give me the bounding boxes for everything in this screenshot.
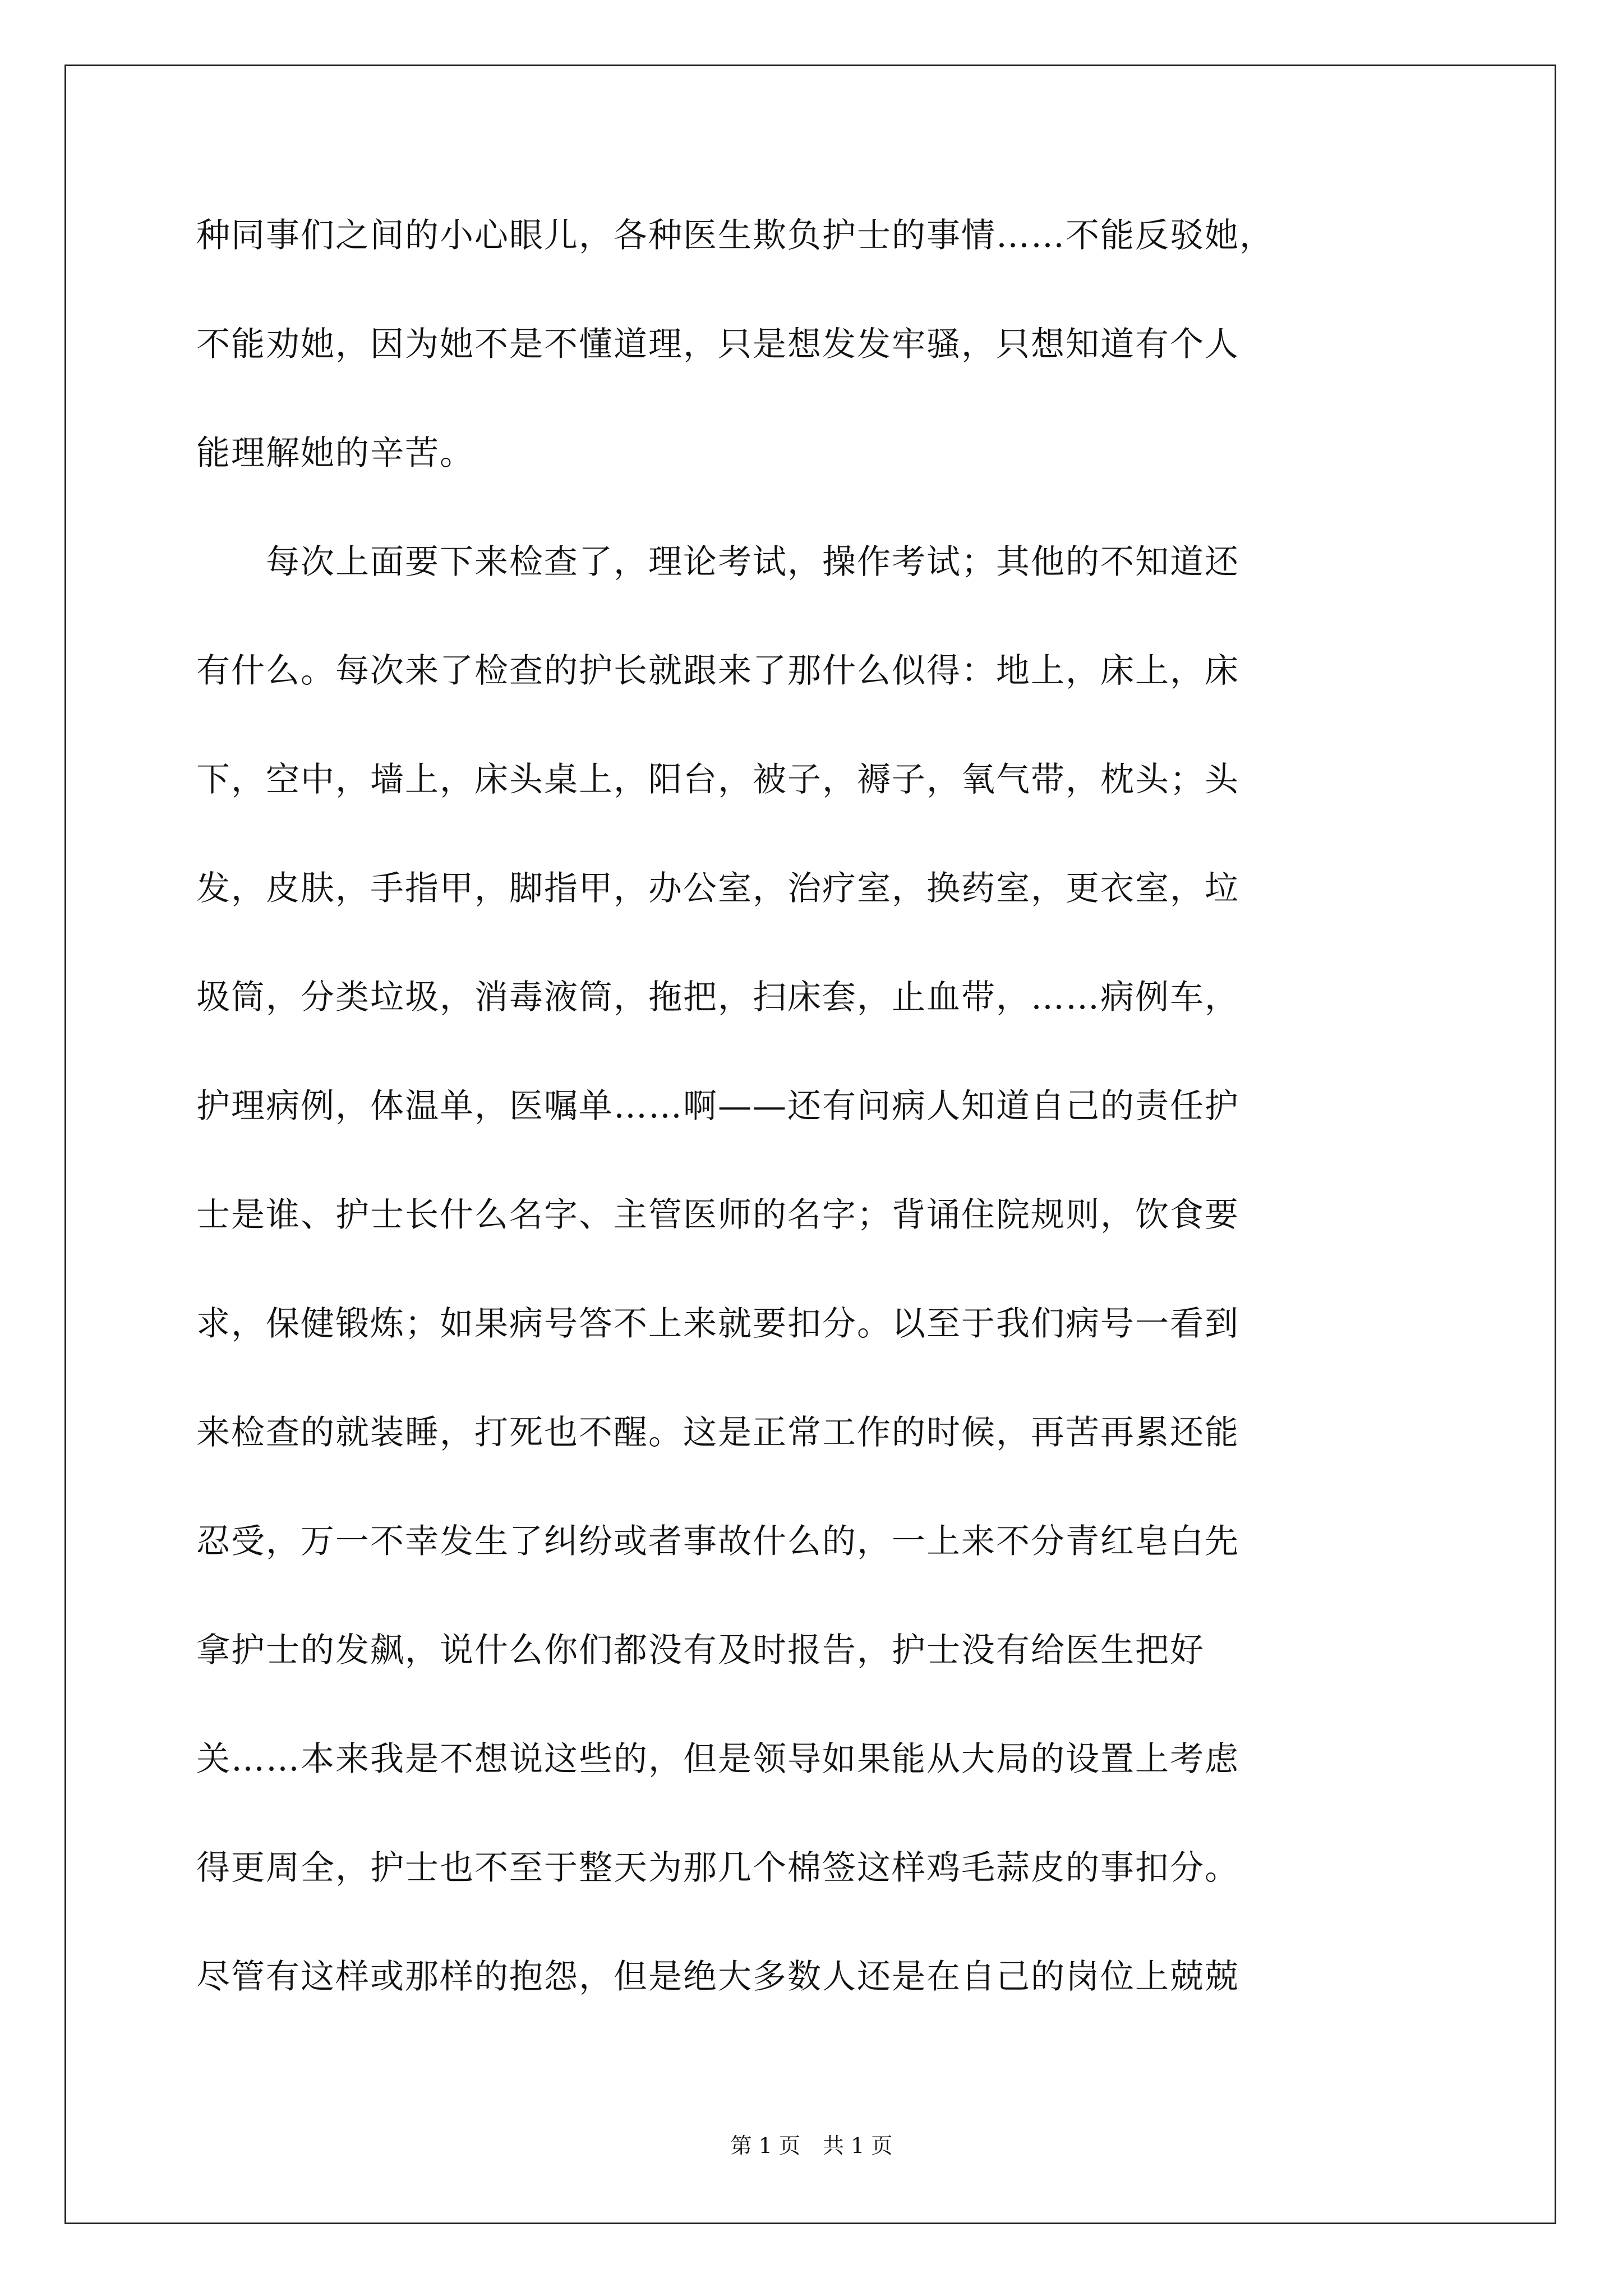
text-line: 护理病例，体温单，医嘱单……啊——还有问病人知道自己的责任护 bbox=[196, 1087, 1239, 1126]
text-line: 士是谁、护士长什么名字、主管医师的名字；背诵住院规则，饮食要 bbox=[196, 1195, 1239, 1235]
text-line: 尽管有这样或那样的抱怨，但是绝大多数人还是在自己的岗位上兢兢 bbox=[196, 1957, 1239, 1996]
text-line: 求，保健锻炼；如果病号答不上来就要扣分。以至于我们病号一看到 bbox=[196, 1304, 1239, 1343]
page-number-total: 共 1 页 bbox=[823, 2133, 893, 2158]
text-line: 不能劝她，因为她不是不懂道理，只是想发发牢骚，只想知道有个人 bbox=[196, 325, 1239, 364]
text-line: 来检查的就装睡，打死也不醒。这是正常工作的时候，再苦再累还能 bbox=[196, 1413, 1239, 1452]
text-line: 忍受，万一不幸发生了纠纷或者事故什么的，一上来不分青红皂白先 bbox=[196, 1522, 1239, 1561]
text-line: 能理解她的辛苦。 bbox=[196, 434, 474, 473]
text-line: 圾筒，分类垃圾，消毒液筒，拖把，扫床套，止血带，……病例车， bbox=[196, 978, 1239, 1017]
text-line: 每次上面要下来检查了，理论考试，操作考试；其他的不知道还 bbox=[196, 542, 1239, 582]
text-line: 发，皮肤，手指甲，脚指甲，办公室，治疗室，换药室，更衣室，垃 bbox=[196, 869, 1239, 908]
page-footer bbox=[0, 2129, 1623, 2162]
text-line: 得更周全，护士也不至于整天为那几个棉签这样鸡毛蒜皮的事扣分。 bbox=[196, 1848, 1239, 1888]
text-line: 关……本来我是不想说这些的，但是领导如果能从大局的设置上考虑 bbox=[196, 1740, 1239, 1779]
page-number-current: 第 1 页 bbox=[730, 2133, 800, 2158]
text-line: 拿护士的发飙，说什么你们都没有及时报告，护士没有给医生把好 bbox=[196, 1631, 1205, 1670]
text-line: 有什么。每次来了检查的护长就跟来了那什么似得：地上，床上，床 bbox=[196, 651, 1239, 691]
text-line: 种同事们之间的小心眼儿，各种医生欺负护士的事情……不能反驳她， bbox=[196, 216, 1274, 255]
text-line: 下，空中，墙上，床头桌上，阳台，被子，褥子，氧气带，枕头；头 bbox=[196, 760, 1239, 799]
